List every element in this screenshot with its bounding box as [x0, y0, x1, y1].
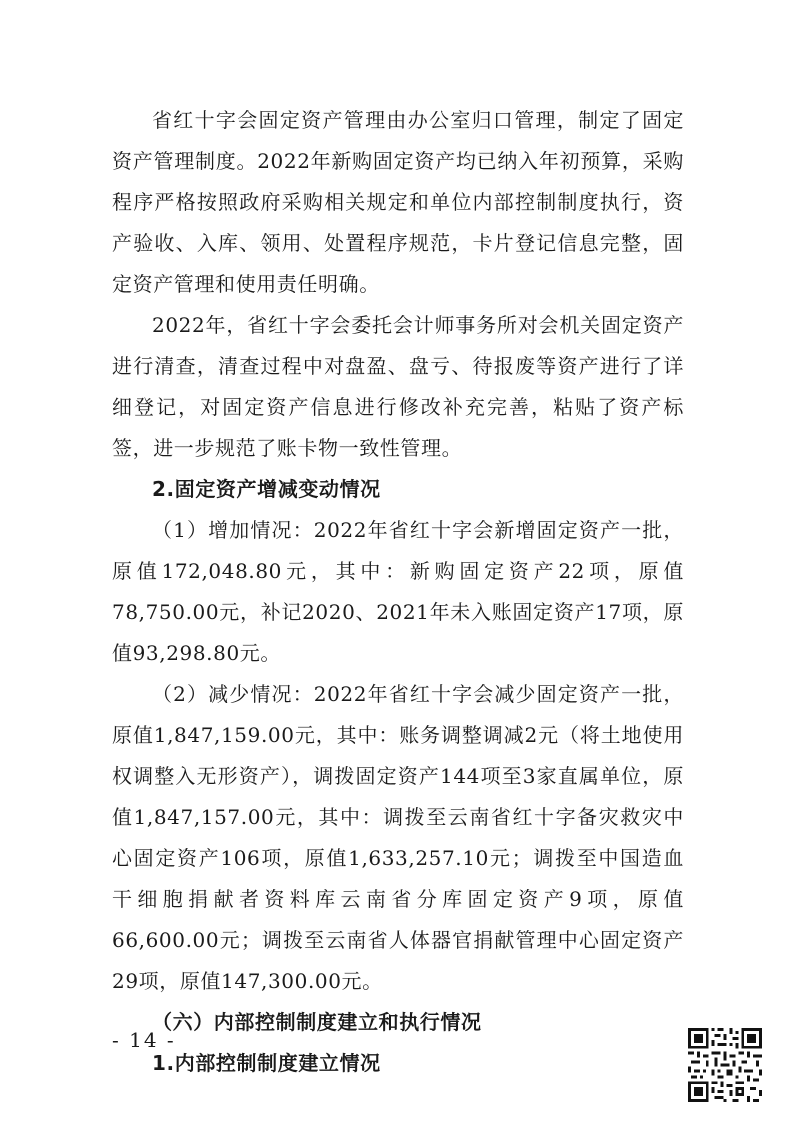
document-body	[112, 100, 684, 1084]
paragraph-asset-increase: （1）增加情况：2022年省红十字会新增固定资产一批，原值172,048.80元，其中：新购固定资产22项，原值78,750.00元，补记2020、2021年未入账固定资产17项，原值93,298.80元。	[112, 518, 684, 665]
page-number: - 14 -	[112, 1028, 176, 1052]
section-heading-asset-changes: 2.固定资产增减变动情况	[152, 477, 381, 501]
paragraph-asset-inventory: 2022年，省红十字会委托会计师事务所对会机关固定资产进行清查，清查过程中对盘盈、盘亏、待报废等资产进行了详细登记，对固定资产信息进行修改补充完善，粘贴了资产标签，进一步规范了账卡物一致性管理。	[112, 313, 684, 460]
paragraph-asset-decrease: （2）减少情况：2022年省红十字会减少固定资产一批，原值1,847,159.00元，其中：账务调整调减2元（将土地使用权调整入无形资产），调拨固定资产144项至3家直属单位，原值1,847,157.00元，其中：调拨至云南省红十字备灾救灾中心固定资产106项，原值1,633,257.10元；调拨至中国造血干细胞捐献者资料库云南省分库固定资产9项，原值66,600.00元；调拨至云南省人体器官捐献管理中心固定资产29项，原值147,300.00元。	[112, 682, 684, 993]
subsection-heading-internal-control-setup: 1.内部控制制度建立情况	[152, 1051, 381, 1075]
section-heading-internal-control: （六）内部控制制度建立和执行情况	[152, 1010, 482, 1034]
qr-code-icon	[688, 1028, 762, 1102]
paragraph-asset-management: 省红十字会固定资产管理由办公室归口管理，制定了固定资产管理制度。2022年新购固定资产均已纳入年初预算，采购程序严格按照政府采购相关规定和单位内部控制制度执行，资产验收、入库、领用、处置程序规范，卡片登记信息完整，固定资产管理和使用责任明确。	[112, 108, 684, 296]
